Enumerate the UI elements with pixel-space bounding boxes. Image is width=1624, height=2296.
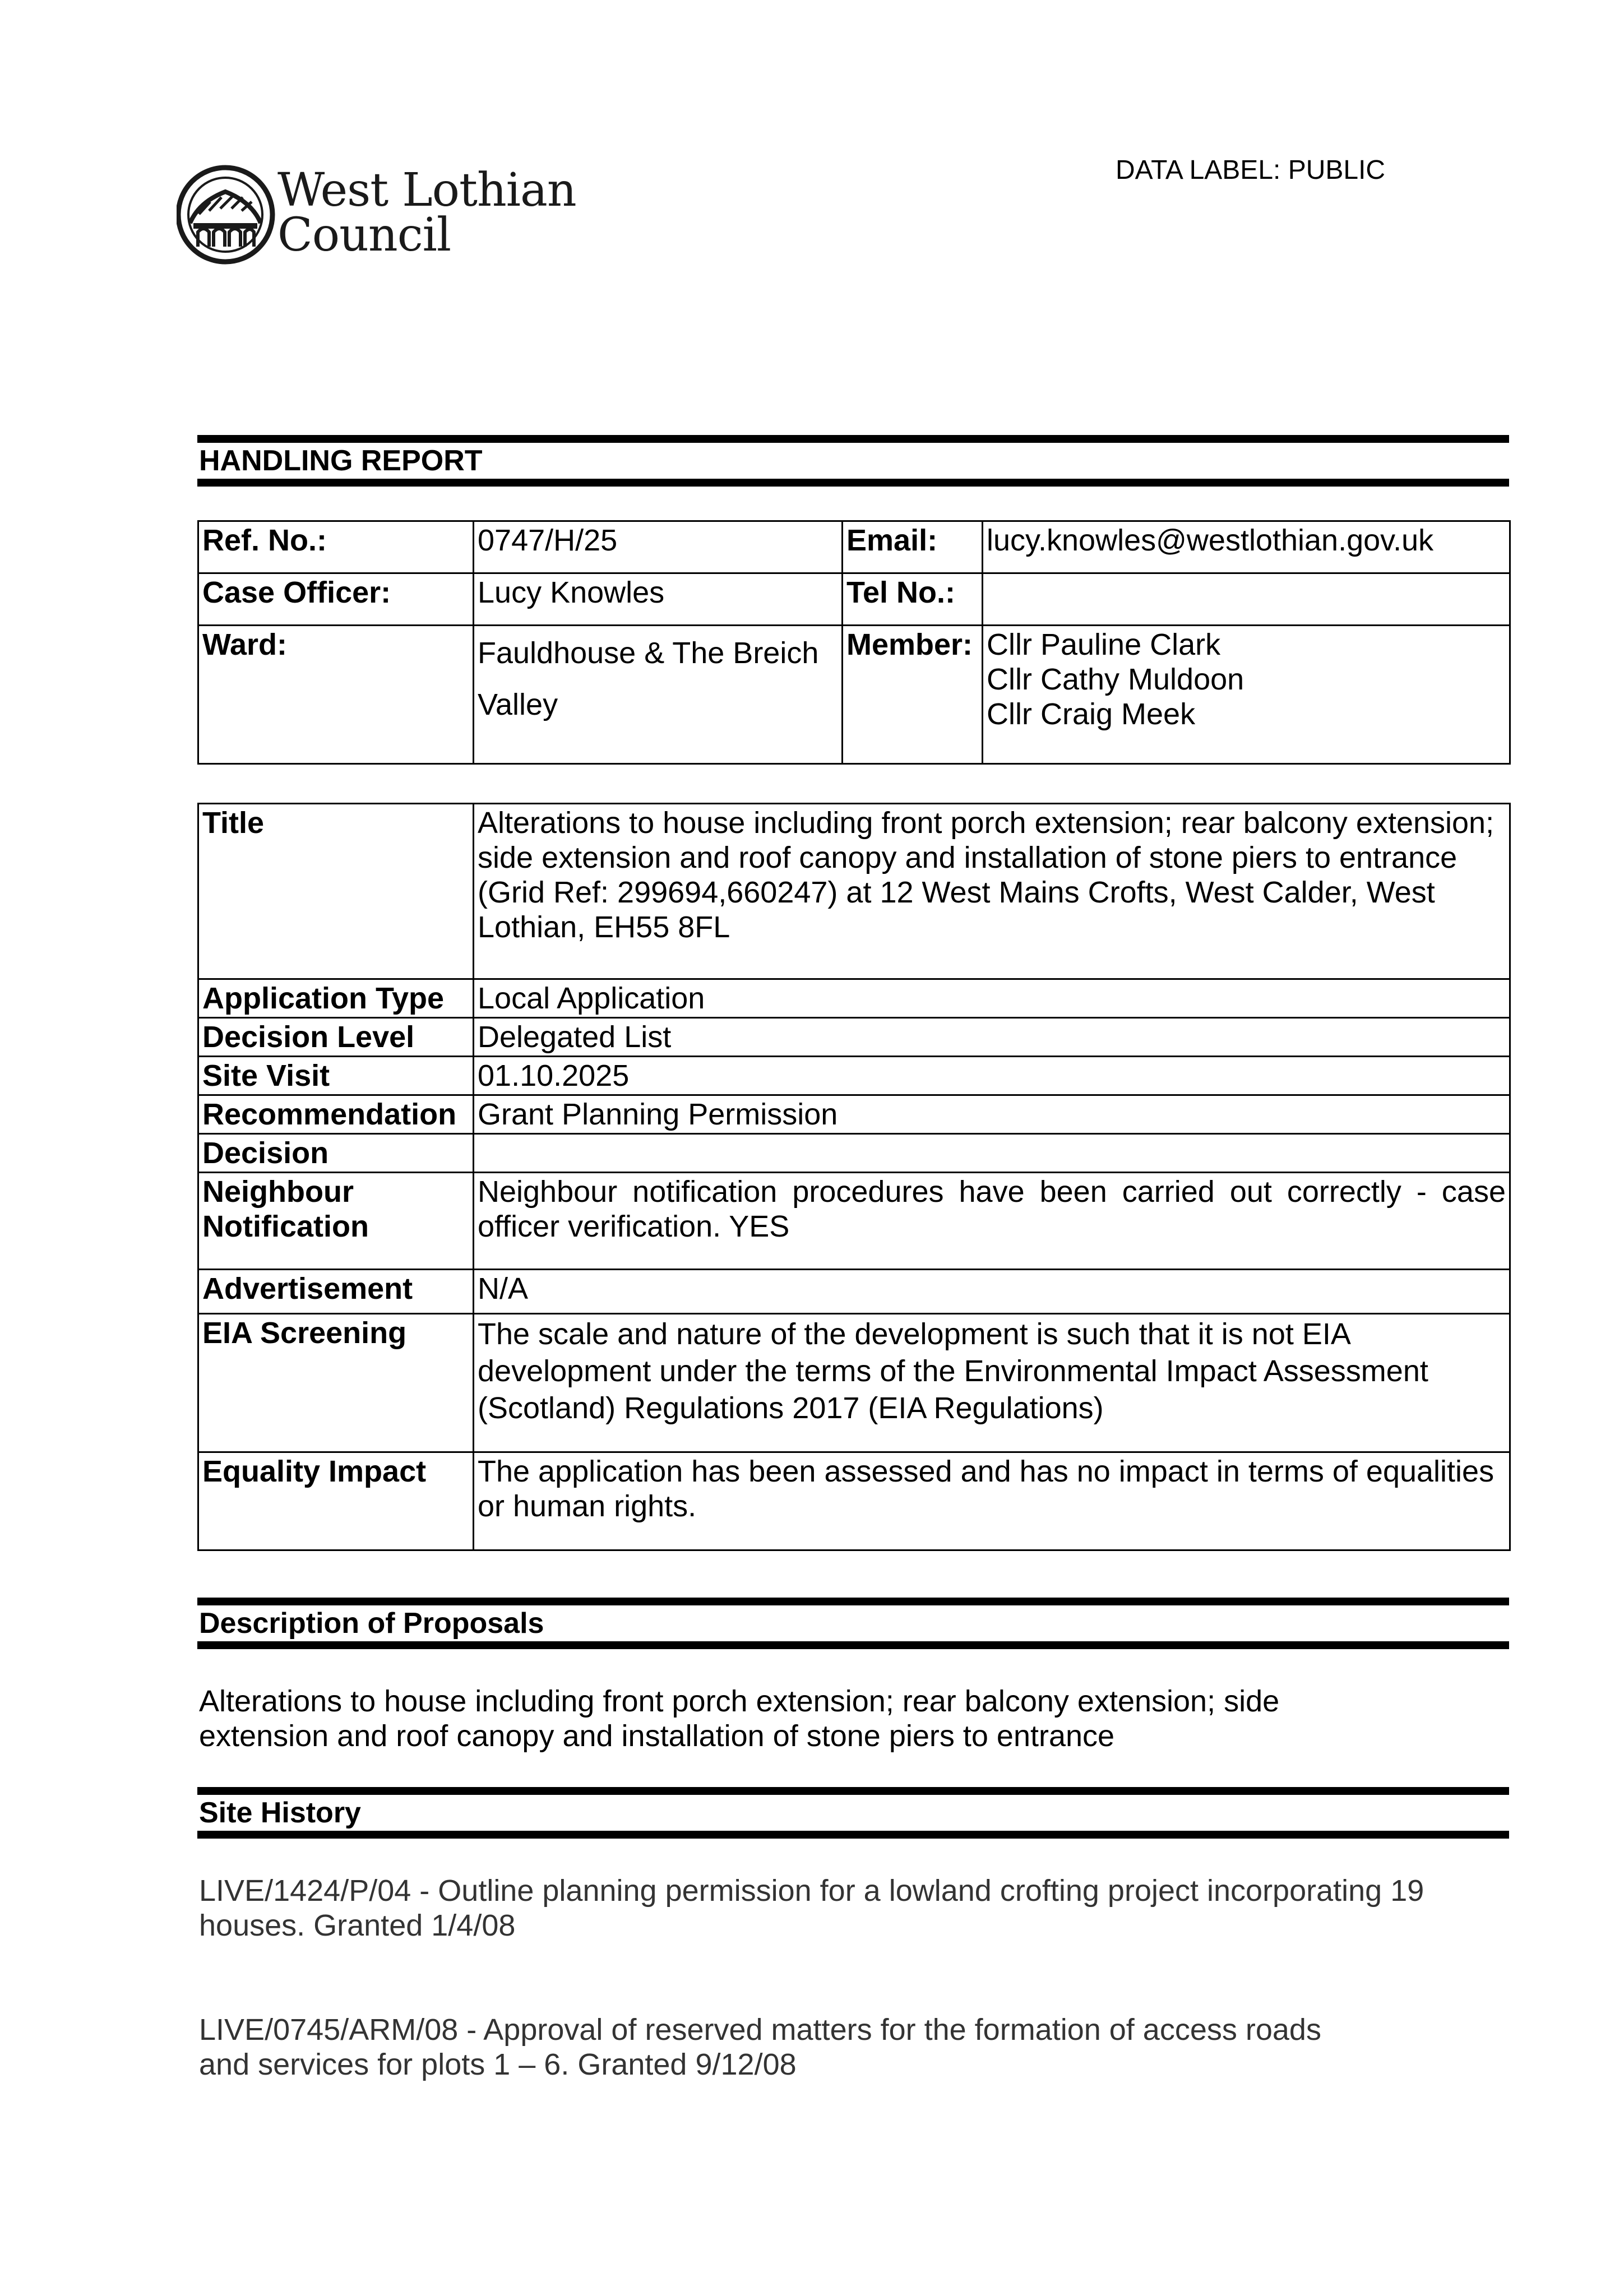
table-row xyxy=(198,1270,1510,1314)
ward-value-line-1: Fauldhouse & The Breich xyxy=(478,636,819,670)
neighbour-value: Neighbour notification procedures have been carried out correctly - case officer verification. YES xyxy=(474,1173,1510,1270)
report-title: HANDLING REPORT xyxy=(199,445,483,477)
description-line-1: Alterations to house including front porch extension; rear balcony extension; side xyxy=(199,1684,1280,1718)
decision-label: Decision xyxy=(198,1134,474,1173)
email-label: Email: xyxy=(843,521,983,573)
decision-value xyxy=(474,1134,1510,1173)
tel-label: Tel No.: xyxy=(843,573,983,626)
table-row xyxy=(198,573,1510,626)
site-history-entry xyxy=(199,2012,1511,2082)
rule-bottom xyxy=(197,1641,1509,1649)
logo-line-1: West Lothian xyxy=(277,164,576,217)
title-label: Title xyxy=(198,804,474,979)
table-row xyxy=(198,804,1510,979)
table-row xyxy=(198,1057,1510,1095)
member-item: Cllr Cathy Muldoon xyxy=(987,663,1244,696)
logo-line-2: Council xyxy=(277,209,451,262)
neighbour-label-line-1: Neighbour xyxy=(202,1175,354,1209)
eia-label: EIA Screening xyxy=(198,1314,474,1452)
ward-label: Ward: xyxy=(198,626,474,764)
decision-level-label: Decision Level xyxy=(198,1018,474,1057)
table-row xyxy=(198,979,1510,1018)
advert-value: N/A xyxy=(474,1270,1510,1314)
rule-top xyxy=(197,1787,1509,1795)
ward-value xyxy=(474,626,843,764)
rule-bottom xyxy=(197,1831,1509,1839)
contact-table xyxy=(197,520,1511,765)
site-visit-label: Site Visit xyxy=(198,1057,474,1095)
member-item: Cllr Craig Meek xyxy=(987,697,1196,731)
table-row xyxy=(198,1095,1510,1134)
advert-label: Advertisement xyxy=(198,1270,474,1314)
table-row xyxy=(198,626,1510,764)
history-line-1: LIVE/0745/ARM/08 - Approval of reserved matters for the formation of access roads xyxy=(199,2013,1321,2047)
recommendation-value: Grant Planning Permission xyxy=(474,1095,1510,1134)
site-history-heading: Site History xyxy=(199,1797,361,1829)
description-text xyxy=(199,1684,1511,1753)
equality-value: The application has been assessed and has no impact in terms of equalities or human rights. xyxy=(474,1452,1510,1550)
equality-label: Equality Impact xyxy=(198,1452,474,1550)
neighbour-label-line-2: Notification xyxy=(202,1210,369,1243)
rule-top xyxy=(197,435,1509,443)
site-history-entry xyxy=(199,1873,1511,1943)
member-item: Cllr Pauline Clark xyxy=(987,628,1221,661)
ward-value-line-2: Valley xyxy=(478,688,558,721)
details-table xyxy=(197,803,1511,1551)
table-row xyxy=(198,1018,1510,1057)
council-name xyxy=(277,164,576,262)
rule-bottom xyxy=(197,479,1509,487)
table-row xyxy=(198,1173,1510,1270)
history-line-2: houses. Granted 1/4/08 xyxy=(199,1909,516,1942)
site-visit-value: 01.10.2025 xyxy=(474,1057,1510,1095)
table-row xyxy=(198,521,1510,573)
table-row xyxy=(198,1452,1510,1550)
officer-label: Case Officer: xyxy=(198,573,474,626)
table-row xyxy=(198,1134,1510,1173)
app-type-label: Application Type xyxy=(198,979,474,1018)
app-type-value: Local Application xyxy=(474,979,1510,1018)
officer-value: Lucy Knowles xyxy=(474,573,843,626)
description-heading: Description of Proposals xyxy=(199,1607,544,1640)
neighbour-label xyxy=(198,1173,474,1270)
table-row xyxy=(198,1314,1510,1452)
decision-level-value: Delegated List xyxy=(474,1018,1510,1057)
rule-top xyxy=(197,1598,1509,1605)
eia-value: The scale and nature of the development is such that it is not EIA development under the terms of the Environmental Impact Assessment (Scotland) Regulations 2017 (EIA Regulations) xyxy=(474,1314,1510,1452)
data-label: DATA LABEL: PUBLIC xyxy=(1116,155,1386,185)
member-label: Member: xyxy=(843,626,983,764)
history-line-2: and services for plots 1 – 6. Granted 9/12/08 xyxy=(199,2048,797,2081)
description-line-2: extension and roof canopy and installation of stone piers to entrance xyxy=(199,1719,1115,1753)
member-list xyxy=(983,626,1510,764)
title-value: Alterations to house including front porch extension; rear balcony extension; side extension and roof canopy and installation of stone piers to entrance (Grid Ref: 299694,660247) at 12 West Mains Crofts, West Calder, West Lothian, EH55 8FL xyxy=(474,804,1510,979)
history-line-1: LIVE/1424/P/04 - Outline planning permission for a lowland crofting project incorporating 19 xyxy=(199,1874,1424,1908)
ref-label: Ref. No.: xyxy=(198,521,474,573)
ref-value: 0747/H/25 xyxy=(474,521,843,573)
tel-value xyxy=(983,573,1510,626)
email-value: lucy.knowles@westlothian.gov.uk xyxy=(983,521,1510,573)
recommendation-label: Recommendation xyxy=(198,1095,474,1134)
